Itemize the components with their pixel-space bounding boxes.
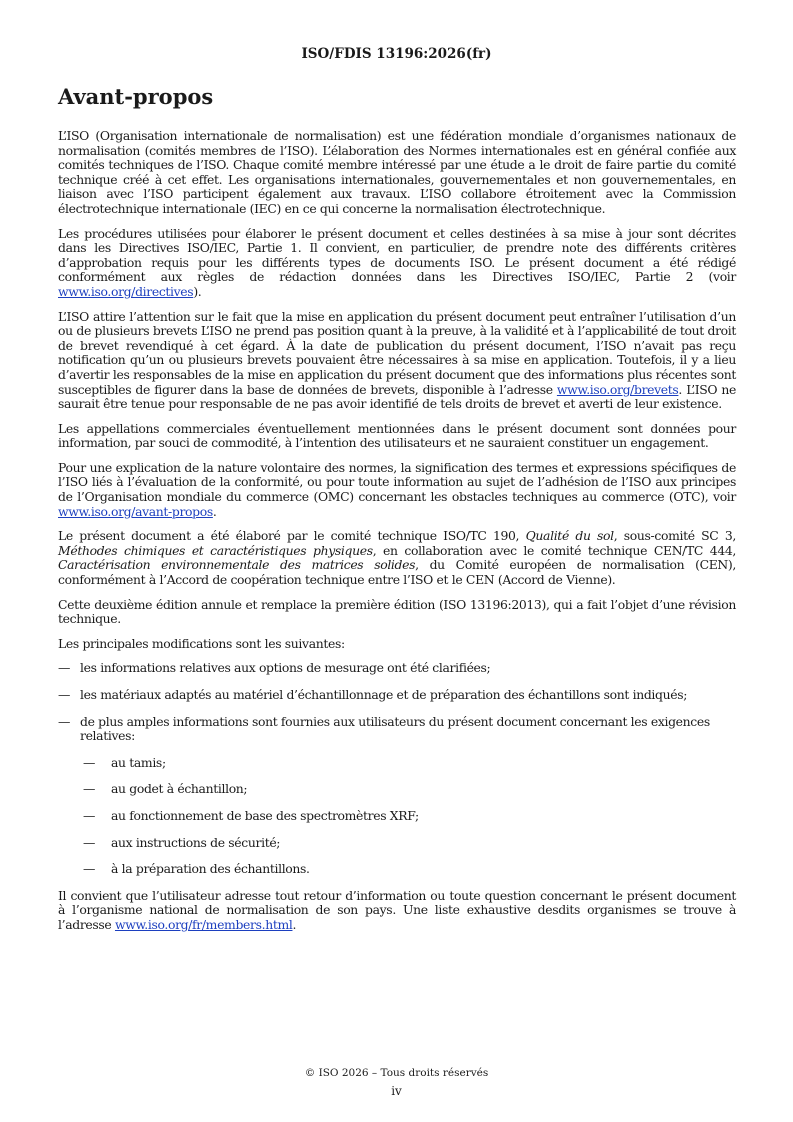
sub-list-item-text: aux instructions de sécurité; (111, 834, 281, 850)
paragraph-feedback-text: Il convient que l’utilisateur adresse tout retour d’information ou toute question concernant le présent document à l’organisme national de normalisation de son pays. Une liste exhaustive desdits organismes se trouve à l’adresse (58, 887, 736, 932)
list-item-text: de plus amples informations sont fournies aux utilisateurs du présent document concernant les exigences relatives: (80, 713, 710, 744)
sub-list-item-text: au tamis; (111, 754, 166, 770)
list-item (58, 688, 736, 703)
paragraph-trade-names: Les appellations commerciales éventuellement mentionnées dans le présent document sont données pour information, par souci de commodité, à l’intention des utilisateurs et ne sauraient constituer un engagement. (58, 420, 736, 451)
paragraph-voluntary-text: Pour une explication de la nature volontaire des normes, la signification des termes et expressions spécifiques de l’ISO liés à l’évaluation de la conformité, ou pour toute information au sujet de l’adhésion de l’ISO aux principes de l’Organisation mondiale du commerce (OMC) concernant les obstacles techniques au commerce (OTC), voir (58, 459, 736, 505)
committee-text-a: Le présent document a été élaboré par le comité technique ISO/TC 190, (58, 528, 526, 544)
paragraph-changes-intro: Les principales modifications sont les suivantes: (58, 635, 345, 651)
foreword-link[interactable]: www.iso.org/avant-propos (58, 503, 213, 519)
paragraph-voluntary-end: . (212, 503, 217, 519)
sub-list-item-text: à la préparation des échantillons. (111, 861, 310, 877)
dash-marker: — (83, 807, 96, 823)
committee-text-g: , du Comité européen de normalisation (CEN), conformément à l’Accord de coopération technique entre l’ISO et le CEN (Accord de Vienne). (58, 557, 736, 588)
directives-link[interactable]: www.iso.org/directives (58, 283, 194, 299)
sub-list-item (58, 862, 736, 877)
committee-title-characterization: Caractérisation environnementale des matrices solides (58, 557, 416, 573)
dash-marker: — (58, 713, 71, 729)
page-number: iv (391, 1084, 402, 1098)
paragraph-patents (58, 310, 736, 412)
page-title: Avant-propos (58, 84, 214, 109)
paragraph-edition: Cette deuxième édition annule et remplace la première édition (ISO 13196:2013), qui a fait l’objet d’une révision technique. (58, 596, 736, 627)
dash-marker: — (83, 754, 96, 770)
paragraph-patents-text: L’ISO attire l’attention sur le fait que la mise en application du présent document peut entraîner l’utilisation d’un ou de plusieurs brevets L’ISO ne prend pas position quant à la preuve, à la validité et à l’applicabilité de tout droit de brevet revendiqué à cet égard. À la date de publication du présent document, l’ISO n’avait pas reçu notification qu’un ou plusieurs brevets pouvaient être nécessaires à sa mise en application. Toutefois, il y a lieu d’avertir les responsables de la mise en application du présent document que des informations plus récentes sont susceptibles de figurer dans la base de données de brevets, disponible à l’adresse (58, 308, 736, 397)
paragraph-feedback-end: . (292, 916, 297, 932)
sub-list-item-text: au fonctionnement de base des spectromètres XRF; (111, 807, 419, 823)
list-item-text: les matériaux adaptés au matériel d’échantillonnage et de préparation des échantillons sont indiqués; (80, 687, 688, 702)
dash-marker: — (58, 687, 71, 702)
paragraph-feedback (58, 889, 736, 933)
committee-title-soil: Qualité du sol (525, 528, 614, 544)
paragraph-voluntary-nature (58, 461, 736, 519)
sub-list-item-text: au godet à échantillon; (111, 781, 248, 797)
sub-list-item (58, 809, 736, 824)
committee-text-e: , en collaboration avec le comité technique CEN/TC 444, (372, 542, 736, 558)
paragraph-committee (58, 529, 736, 587)
committee-text-c: , sous-comité SC 3, (613, 528, 737, 544)
dash-marker: — (83, 861, 96, 877)
paragraph-procedures-text: Les procédures utilisées pour élaborer le présent document et celles destinées à sa mise à jour sont décrites dans les Directives ISO/IEC, Partie 1. Il convient, en particulier, de prendre note des différents critères d’approbation requis pour les différents types de documents ISO. Le présent document a été rédigé conformément aux règles de rédaction données dans les Directives ISO/IEC, Partie 2 (voir (58, 225, 736, 285)
dash-marker: — (58, 660, 71, 676)
sub-list-item (58, 836, 736, 851)
dash-marker: — (83, 834, 96, 850)
dash-marker: — (83, 781, 96, 797)
list-item (58, 661, 736, 676)
document-header: ISO/FDIS 13196:2026(fr) (301, 46, 492, 62)
committee-title-methods: Méthodes chimiques et caractéristiques physiques (58, 542, 373, 558)
sub-list-item (58, 782, 736, 797)
copyright-notice: © ISO 2026 – Tous droits réservés (304, 1067, 489, 1079)
list-item-text: les informations relatives aux options de mesurage ont été clarifiées; (80, 660, 491, 676)
paragraph-iso-intro: L’ISO (Organisation internationale de normalisation) est une fédération mondiale d’organismes nationaux de normalisation (comités membres de l’ISO). L’élaboration des Normes internationales est en général confiée aux comités techniques de l’ISO. Chaque comité membre intéressé par une étude a le droit de faire partie du comité technique créé à cet effet. Les organisations internationales, gouvernementales et non gouvernementales, en liaison avec l’ISO participent également aux travaux. L’ISO collabore étroitement avec la Commission électrotechnique internationale (IEC) en ce qui concerne la normalisation électrotechnique. (58, 128, 736, 216)
paragraph-patents-end: . L’ISO ne saurait être tenue pour responsable de ne pas avoir identifié de tels droits de brevet et averti de leur existence. (58, 381, 736, 412)
list-item (58, 715, 736, 744)
members-link[interactable]: www.iso.org/fr/members.html (114, 916, 293, 932)
sub-list-item (58, 756, 736, 771)
paragraph-procedures-end: ). (193, 283, 202, 299)
foreword-body (58, 129, 736, 943)
patents-link[interactable]: www.iso.org/brevets (556, 381, 679, 397)
paragraph-procedures (58, 227, 736, 300)
